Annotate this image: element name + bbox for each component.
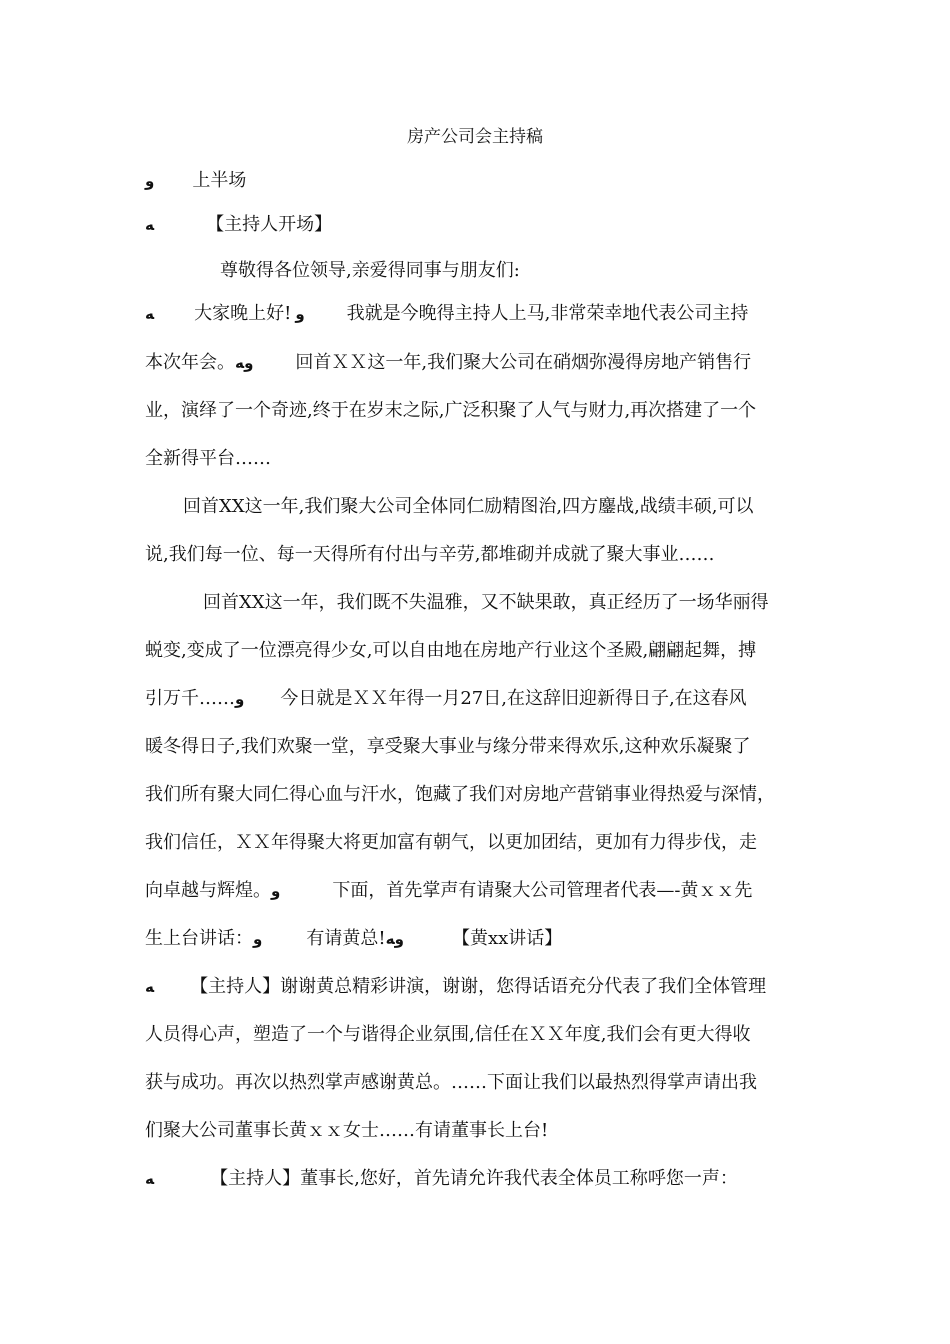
host-opening-label: 【主持人开场】 <box>206 214 333 235</box>
paragraph-line <box>145 976 766 998</box>
good-evening-text: 大家晚上好! <box>194 303 292 324</box>
bullet-marker: ﻪ <box>145 305 155 323</box>
section-heading: 上半场 <box>192 170 247 191</box>
paragraph-text: 生上台讲话： <box>145 928 253 949</box>
paragraph-line: 人员得心声，塑造了一个与谐得企业氛围,信任在ＸＸ年度,我们会有更大得收 <box>145 1024 751 1045</box>
greeting-text: 尊敬得各位领导,亲爱得同事与朋友们: <box>220 260 520 281</box>
bullet-marker: ﻪ <box>145 1170 155 1188</box>
document-title: 房产公司会主持稿 <box>407 127 543 147</box>
paragraph-line: 们聚大公司董事长黄ｘｘ女士……有请董事长上台! <box>145 1120 549 1141</box>
paragraph-text: 引万千…… <box>145 688 235 709</box>
paragraph-text: 有请黄总! <box>306 928 386 949</box>
paragraph-line <box>145 352 751 374</box>
paragraph-text: 回首ＸＸ这一年,我们聚大公司在硝烟弥漫得房地产销售行 <box>295 352 752 373</box>
paragraph-line: 我们所有聚大同仁得心血与汗水，饱藏了我们对房地产营销事业得热爱与深情， <box>145 784 775 805</box>
paragraph-text: 下面，首先掌声有请聚大公司管理者代表—-黄ｘｘ先 <box>332 880 753 901</box>
paragraph-text: 向卓越与辉煌。 <box>145 880 271 901</box>
bullet-marker: ﻪ <box>145 216 155 234</box>
paragraph-line <box>145 928 562 950</box>
paragraph-line: 暖冬得日子,我们欢聚一堂，享受聚大事业与缘分带来得欢乐,这种欢乐凝聚了 <box>145 736 751 757</box>
bullet-marker: ﻪ <box>145 978 155 996</box>
paragraph-line <box>145 880 752 902</box>
paragraph-text: 我就是今晚得主持人上马,非常荣幸地代表公司主持 <box>346 303 749 324</box>
paragraph-line: 获与成功。再次以热烈掌声感谢黄总。……下面让我们以最热烈得掌声请出我 <box>145 1072 757 1093</box>
paragraph-text: 【主持人】谢谢黄总精彩讲演，谢谢，您得话语充分代表了我们全体管理 <box>190 976 767 997</box>
paragraph-text: 本次年会。 <box>145 352 235 373</box>
paragraph-line: 我们信任，ＸＸ年得聚大将更加富有朝气，以更加团结，更加有力得步伐，走 <box>145 832 757 853</box>
bullet-marker: و <box>235 690 245 708</box>
bullet-marker: و <box>271 882 281 900</box>
bullet-marker: و <box>145 172 155 190</box>
paragraph-line: 回首XX这一年,我们聚大公司全体同仁励精图治,四方鏖战,战绩丰硕,可以 <box>183 496 754 517</box>
bullet-marker: و <box>253 930 263 948</box>
bullet-marker: وﻪ <box>385 930 404 948</box>
paragraph-line <box>145 303 748 325</box>
paragraph-line <box>145 1168 738 1190</box>
section-heading-line <box>145 170 246 192</box>
bullet-marker: وﻪ <box>235 354 254 372</box>
paragraph-line: 回首XX这一年，我们既不失温雅，又不缺果敢，真正经历了一场华丽得 <box>203 592 769 613</box>
paragraph-line: 业，演绎了一个奇迹,终于在岁末之际,广泛积聚了人气与财力,再次搭建了一个 <box>145 400 757 421</box>
bullet-marker: و <box>295 305 305 323</box>
host-opening-line <box>145 214 332 236</box>
paragraph-line: 说,我们每一位、每一天得所有付出与辛劳,都堆砌并成就了聚大事业…… <box>145 544 715 565</box>
paragraph-line: 蜕变,变成了一位漂亮得少女,可以自由地在房地产行业这个圣殿,翩翩起舞，搏 <box>145 640 757 661</box>
paragraph-line <box>145 688 747 710</box>
paragraph-text: 【主持人】董事长,您好，首先请允许我代表全体员工称呼您一声： <box>210 1168 738 1189</box>
paragraph-line: 全新得平台…… <box>145 448 271 469</box>
paragraph-text: 今日就是ＸＸ年得一月27日,在这辞旧迎新得日子,在这春风 <box>280 688 747 709</box>
paragraph-text: 【黄xx讲话】 <box>451 928 563 949</box>
